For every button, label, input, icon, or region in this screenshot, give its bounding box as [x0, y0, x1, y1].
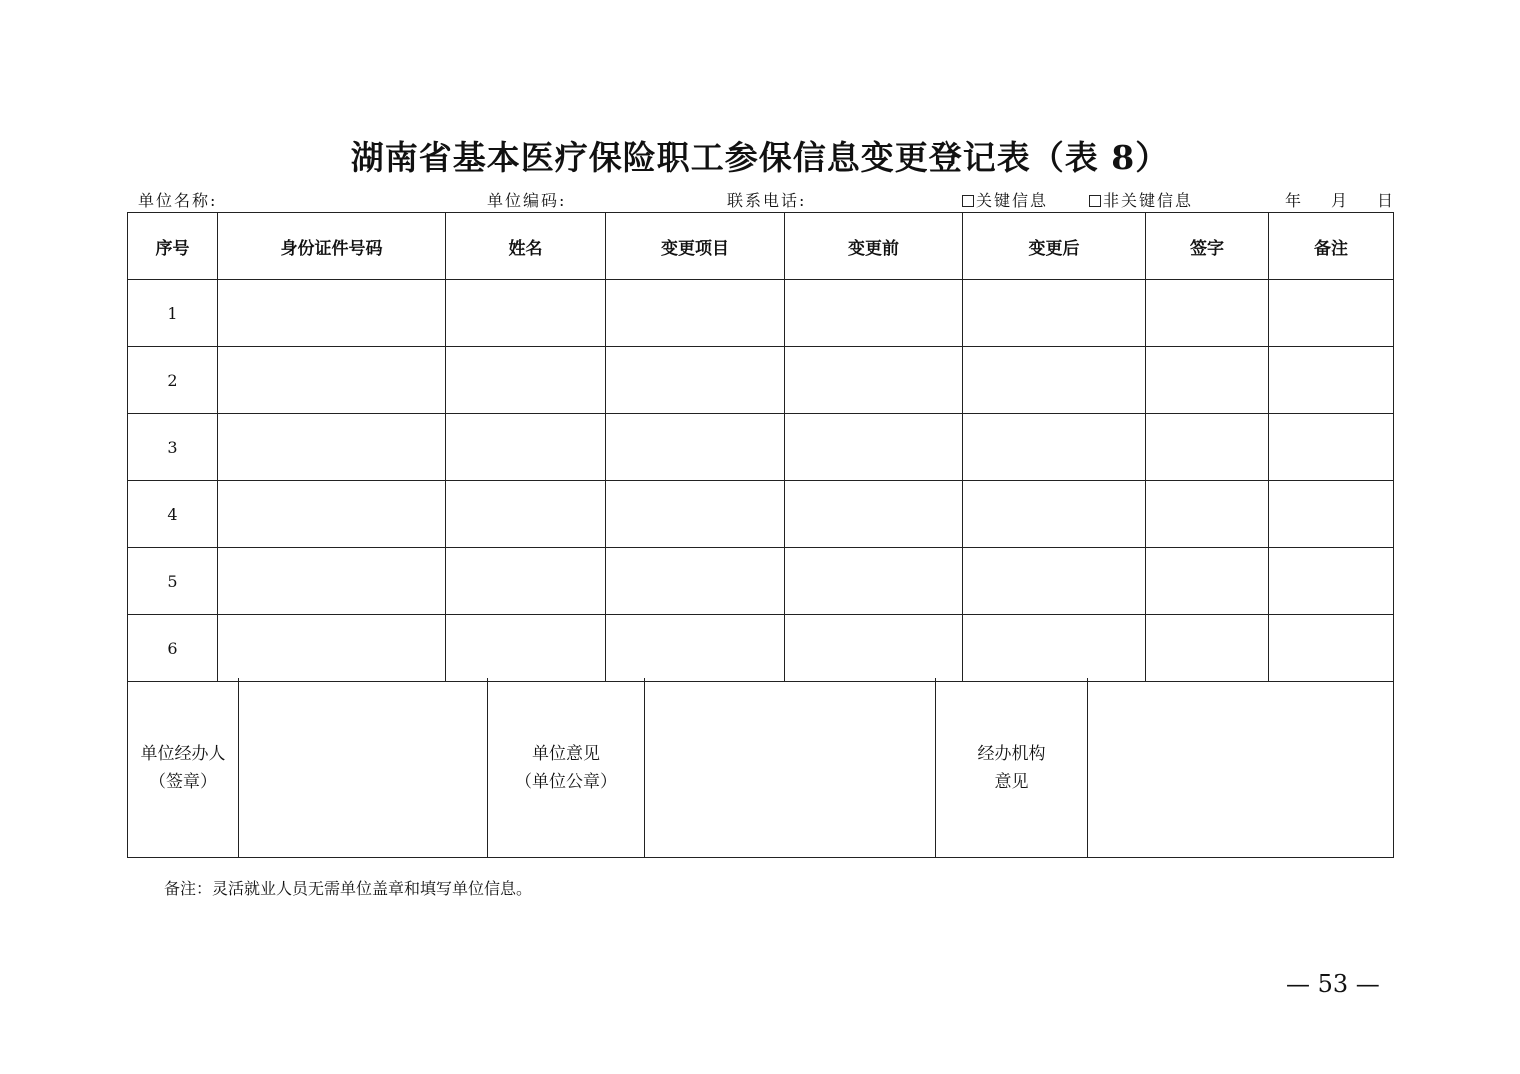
- change-item-cell[interactable]: [606, 615, 785, 682]
- month-label: 月: [1331, 191, 1350, 210]
- form-title: 湖南省基本医疗保险职工参保信息变更登记表（表 8）: [350, 138, 1170, 177]
- unit-name-label: 单位名称:: [138, 191, 218, 210]
- table-row: [128, 414, 1394, 481]
- header-seq: 序号: [128, 213, 218, 280]
- page-number: — 53 —: [1286, 970, 1380, 998]
- after-cell[interactable]: [963, 481, 1146, 548]
- unit-opinion-label: [488, 678, 645, 858]
- remarks-cell[interactable]: [1269, 347, 1394, 414]
- signature-cell[interactable]: [1146, 280, 1269, 347]
- key-info-label: 关键信息: [976, 191, 1049, 210]
- non-key-info-option[interactable]: [1089, 188, 1193, 211]
- before-cell[interactable]: [785, 615, 963, 682]
- unit-handler-field[interactable]: [239, 678, 488, 858]
- id-number-cell[interactable]: [218, 615, 446, 682]
- before-cell[interactable]: [785, 280, 963, 347]
- remarks-cell[interactable]: [1269, 280, 1394, 347]
- id-number-cell[interactable]: [218, 347, 446, 414]
- header-change-item: 变更项目: [606, 213, 785, 280]
- unit-handler-seal-note: （签章）: [149, 771, 217, 792]
- non-key-info-checkbox[interactable]: [1089, 195, 1101, 207]
- unit-opinion-seal-note: （单位公章）: [515, 771, 617, 792]
- id-number-cell[interactable]: [218, 280, 446, 347]
- change-item-cell[interactable]: [606, 280, 785, 347]
- before-cell[interactable]: [785, 414, 963, 481]
- unit-handler-label: [128, 678, 239, 858]
- signature-cell[interactable]: [1146, 615, 1269, 682]
- change-item-cell[interactable]: [606, 548, 785, 615]
- after-cell[interactable]: [963, 548, 1146, 615]
- table-row: [128, 280, 1394, 347]
- unit-handler-title: 单位经办人: [140, 743, 226, 764]
- signature-cell[interactable]: [1146, 548, 1269, 615]
- table-row: [128, 615, 1394, 682]
- unit-opinion-field[interactable]: [645, 678, 936, 858]
- change-item-cell[interactable]: [606, 481, 785, 548]
- table-row: [128, 548, 1394, 615]
- id-number-cell[interactable]: [218, 481, 446, 548]
- table-header-row: [128, 213, 1394, 280]
- approval-section: [127, 678, 1394, 858]
- key-info-option[interactable]: [962, 188, 1048, 211]
- phone-label: 联系电话:: [727, 191, 807, 210]
- day-label: 日: [1377, 191, 1396, 210]
- non-key-info-label: 非关键信息: [1103, 191, 1194, 210]
- change-registration-table: [127, 212, 1394, 682]
- year-label: 年: [1285, 191, 1304, 210]
- row-seq: 1: [128, 280, 218, 347]
- row-seq: 4: [128, 481, 218, 548]
- signature-cell[interactable]: [1146, 347, 1269, 414]
- id-number-cell[interactable]: [218, 414, 446, 481]
- unit-code-label: 单位编码:: [487, 191, 567, 210]
- name-cell[interactable]: [446, 548, 606, 615]
- signature-cell[interactable]: [1146, 481, 1269, 548]
- name-cell[interactable]: [446, 414, 606, 481]
- unit-opinion-title: 单位意见: [532, 743, 600, 764]
- agency-opinion-field[interactable]: [1088, 678, 1394, 858]
- row-seq: 2: [128, 347, 218, 414]
- after-cell[interactable]: [963, 414, 1146, 481]
- agency-opinion-title: 经办机构: [977, 743, 1046, 764]
- name-cell[interactable]: [446, 280, 606, 347]
- remarks-cell[interactable]: [1269, 481, 1394, 548]
- agency-opinion-subtitle: 意见: [994, 771, 1029, 792]
- header-after: 变更后: [963, 213, 1146, 280]
- key-info-checkbox[interactable]: [962, 195, 974, 207]
- change-item-cell[interactable]: [606, 414, 785, 481]
- name-cell[interactable]: [446, 347, 606, 414]
- header-before: 变更前: [785, 213, 963, 280]
- name-cell[interactable]: [446, 481, 606, 548]
- before-cell[interactable]: [785, 548, 963, 615]
- header-remarks: 备注: [1269, 213, 1394, 280]
- header-signature: 签字: [1146, 213, 1269, 280]
- before-cell[interactable]: [785, 481, 963, 548]
- table-row: [128, 481, 1394, 548]
- row-seq: 3: [128, 414, 218, 481]
- remarks-cell[interactable]: [1269, 548, 1394, 615]
- remarks-cell[interactable]: [1269, 615, 1394, 682]
- agency-opinion-label: [936, 678, 1088, 858]
- header-id-number: 身份证件号码: [218, 213, 446, 280]
- before-cell[interactable]: [785, 347, 963, 414]
- header-name: 姓名: [446, 213, 606, 280]
- after-cell[interactable]: [963, 280, 1146, 347]
- after-cell[interactable]: [963, 347, 1146, 414]
- remarks-cell[interactable]: [1269, 414, 1394, 481]
- after-cell[interactable]: [963, 615, 1146, 682]
- table-row: [128, 347, 1394, 414]
- footnote: 备注：灵活就业人员无需单位盖章和填写单位信息。: [164, 879, 533, 898]
- name-cell[interactable]: [446, 615, 606, 682]
- id-number-cell[interactable]: [218, 548, 446, 615]
- change-item-cell[interactable]: [606, 347, 785, 414]
- signature-cell[interactable]: [1146, 414, 1269, 481]
- row-seq: 5: [128, 548, 218, 615]
- row-seq: 6: [128, 615, 218, 682]
